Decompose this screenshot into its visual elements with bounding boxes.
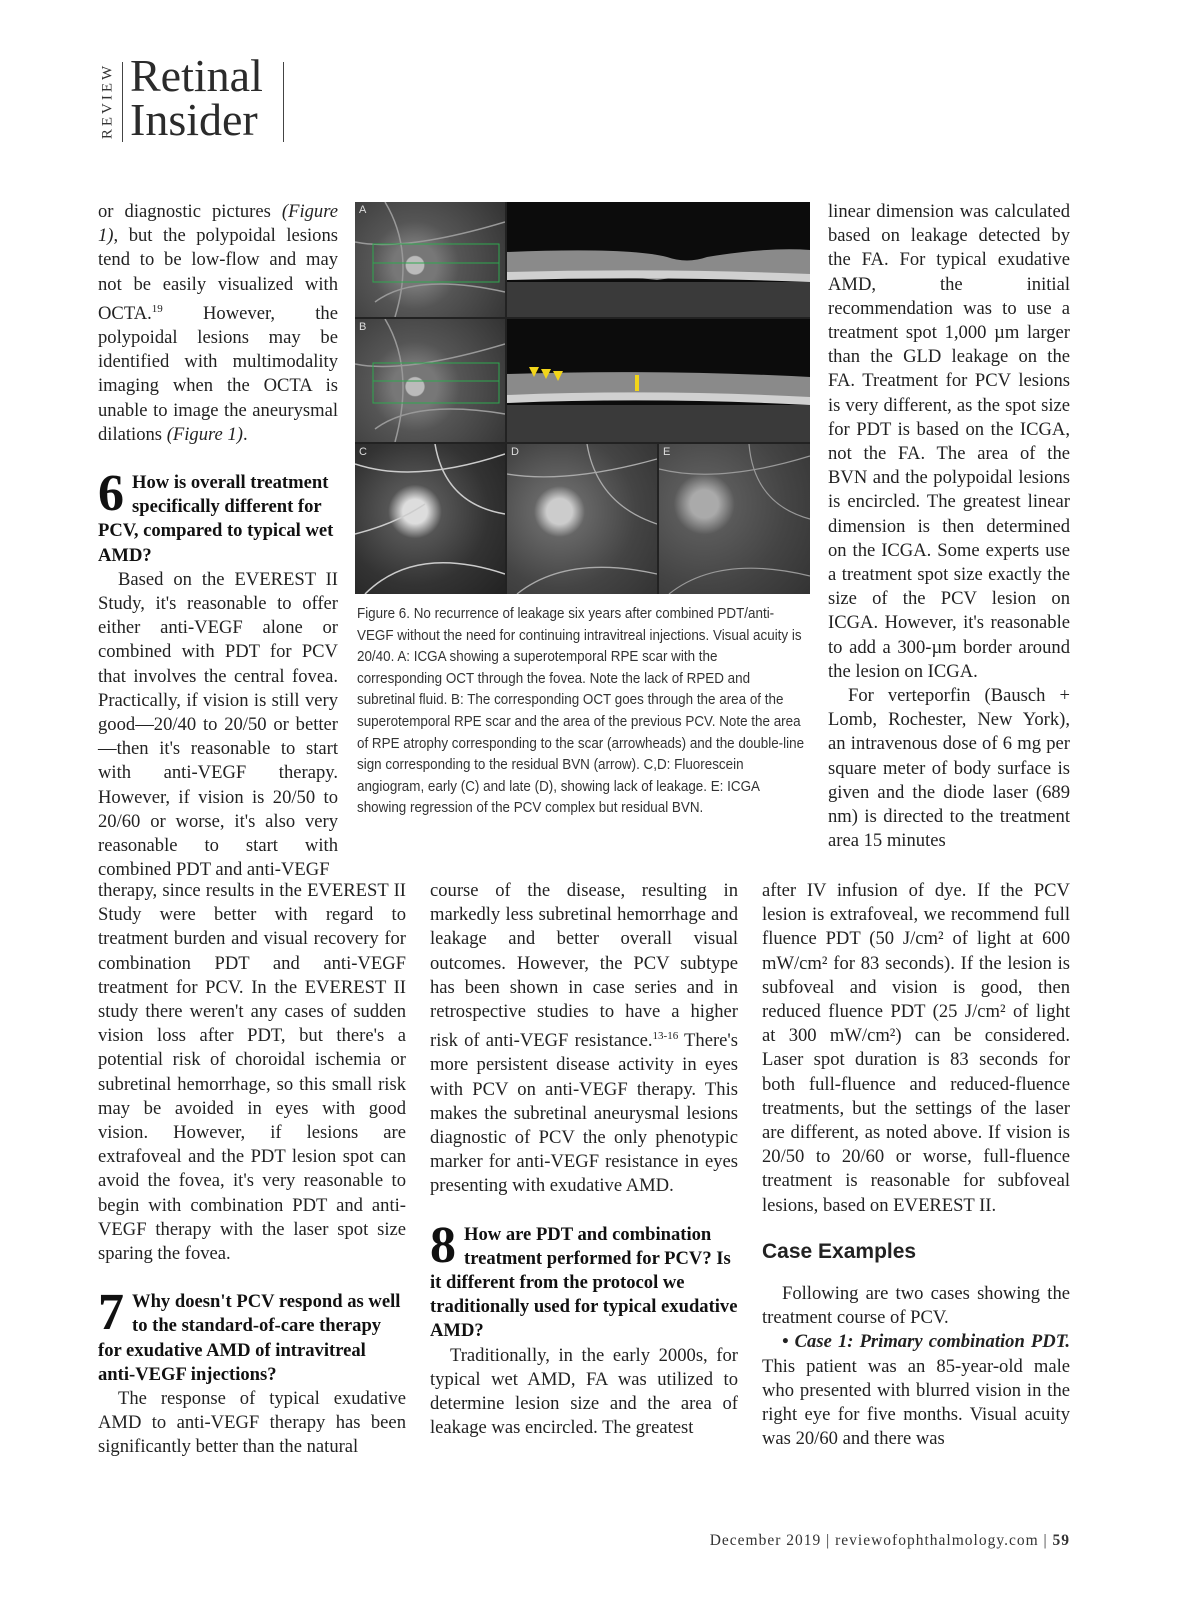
paragraph: Based on the EVEREST II Study, it's reasonable to offer either anti-VEGF alone or combined with PDT for PCV that involves the central fovea. Practically, if vision is still very good—20/40 to 20/50 or better—then it's reasonable to start with anti-VEGF therapy. However, if vision is 20/50 to 20/60 or worse, it's also very reasonable to start with combined PDT and anti-VEGF	[98, 568, 338, 881]
panel-b-icga: B	[355, 319, 505, 442]
paragraph: linear dimension was calculated based on leakage detected by the FA. For typical exudative AMD, the initial recommendation was to use a treatment spot 1,000 µm larger than the GLD leakage on the FA. Treatment for PCV lesions is very different, as the spot size for PDT is based on the ICGA, not the FA. The area of the BVN and the polypoidal lesions is encircled. The greatest linear dimension is then determined on the ICGA. Some experts use a treatment spot size exactly the size of the PCV lesion on ICGA. However, it's reasonable to add a 300-µm border around the lesion on ICGA.	[828, 201, 1070, 682]
paragraph: therapy, since results in the EVEREST II Study were better with regard to treatment burden and visual recovery for combination PDT and anti-VEGF treatment for PCV. In the EVEREST II study there weren't any cases of sudden vision loss after PDT, but there's a potential risk of choroidal ischemia or subretinal hemorrhage, so this small risk may be avoided in eyes with good vision. However, if lesions are extrafoveal and the PDT lesion spot can avoid the fovea, it's very reasonable to begin with combination PDT and anti-VEGF therapy with the laser spot size sparing the fovea.	[98, 880, 406, 1265]
masthead-divider	[122, 62, 123, 142]
vessel-network	[507, 444, 657, 594]
paragraph: The response of typical exudative AMD to anti-VEGF therapy has been significantly better than the natural	[98, 1388, 406, 1458]
oct-scan	[507, 319, 810, 442]
panel-b-oct	[507, 319, 810, 442]
vessel-network	[355, 319, 505, 442]
vessel-network	[355, 202, 505, 317]
panel-a-icga: A	[355, 202, 505, 317]
paragraph: For verteporfin (Bausch + Lomb, Rochester, New York), an intravenous dose of 6 mg per square meter of body surface is given and the diode laser (689 nm) is directed to the treatment area 15 minutes	[828, 685, 1070, 852]
paragraph: or diagnostic pictures (Figure 1), but the polypoidal lesions tend to be low-flow and may not be easily visualized with OCTA.$^{19}$ However, the polypoidal lesions may be identified with multimodality imaging when the OCTA is unable to image the aneurysmal dilations (Figure 1).	[98, 201, 338, 445]
section-heading: Case Examples	[762, 1239, 917, 1263]
paragraph: course of the disease, resulting in markedly less subretinal hemorrhage and leakage and better overall visual outcomes. However, the PCV subtype has been shown in case series and in retrospective studies to have a higher risk of anti-VEGF resistance.$^{13-16}$ There's more persistent disease activity in eyes with PCV on anti-VEGF therapy. This makes the subretinal aneurysmal lesions diagnostic of PCV the only phenotypic marker for anti-VEGF resistance in eyes presenting with exudative AMD.	[430, 880, 738, 1197]
page-footer: December 2019 | reviewofophthalmology.com | 59	[709, 1532, 1070, 1549]
masthead-review-label: REVIEW	[99, 62, 116, 140]
column-1-bottom	[98, 879, 406, 1460]
oct-scan	[507, 202, 810, 317]
panel-e-icga: E	[659, 444, 810, 594]
column-1-top	[98, 200, 338, 882]
paragraph: Following are two cases showing the treatment course of PCV.	[762, 1283, 1070, 1329]
paragraph: after IV infusion of dye. If the PCV lesion is extrafoveal, we recommend full fluence PDT (50 J/cm² of light at 600 mW/cm² for 83 seconds). If the lesion is subfoveal and vision is good, then reduced fluence PDT (25 J/cm² of light at 300 mW/cm²) can be considered. Laser spot duration is 83 seconds for both full-fluence and reduced-fluence treatments, but the settings of the laser are different, as noted above. If vision is 20/50 to 20/60 or worse, full-fluence treatment is reasonable for subfoveal lesions, based on EVEREST II.	[762, 880, 1070, 1216]
arrow	[635, 375, 639, 391]
column-3-bottom	[762, 879, 1070, 1451]
figure-caption: Figure 6. No recurrence of leakage six years after combined PDT/anti-VEGF without the need for continuing intravitreal injections. Visual acuity is 20/40. A: ICGA showing a superotemporal RPE scar with the corresponding OCT through the fovea. Note the lack of RPED and subretinal fluid. B: The corresponding OCT goes through the area of the superotemporal RPE scar and the area of the previous PCV. Note the area of RPE atrophy corresponding to the scar (arrowheads) and the double-line sign corresponding to the residual BVN (arrow). C,D: Fluorescein angiogram, early (C) and late (D), showing lack of leakage. E: ICGA showing regression of the PCV complex but residual BVN.	[357, 606, 805, 817]
question-6: 6 How is overall treatment specifically different for PCV, compared to typical wet AMD?	[98, 465, 334, 566]
masthead-title: Retinal Insider	[130, 50, 263, 145]
question-8: 8 How are PDT and combination treatment performed for PCV? Is it different from the protocol we traditionally used for typical exudative AMD?	[430, 1216, 738, 1342]
column-3-top	[828, 200, 1070, 853]
vessel-network	[659, 444, 810, 594]
paragraph: Traditionally, in the early 2000s, for typical wet AMD, FA was utilized to determine lesion size and the area of leakage was encircled. The greatest	[430, 1344, 738, 1439]
panel-a-oct	[507, 202, 810, 317]
paragraph: • Case 1: Primary combination PDT. This patient was an 85-year-old male who presented with blurred vision in the right eye for five months. Visual acuity was 20/60 and there was	[762, 1331, 1070, 1450]
question-7: 7 Why doesn't PCV respond as well to the standard-of-care therapy for exudative AMD of intravitreal anti-VEGF injections?	[98, 1284, 401, 1385]
column-2	[430, 879, 738, 1440]
figure-6-image	[355, 202, 810, 594]
vessel-network	[355, 444, 505, 594]
masthead-divider-right	[283, 62, 284, 142]
panel-d-fa-late: D	[507, 444, 657, 594]
panel-c-fa-early: C	[355, 444, 505, 594]
